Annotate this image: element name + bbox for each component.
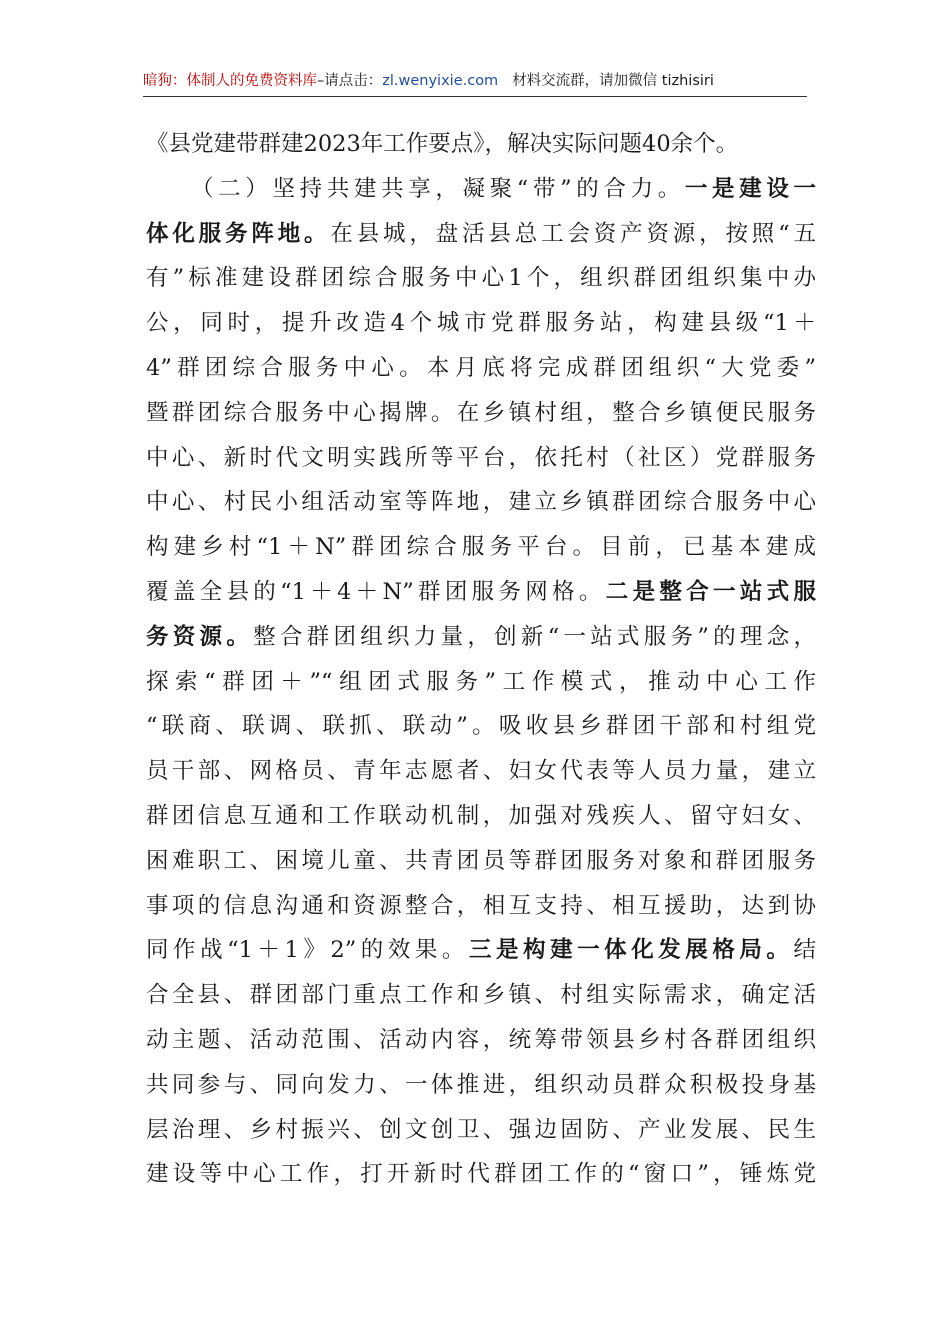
document-body [146,122,816,1197]
text-line: 暨群团综合服务中心揭牌。在乡镇村组，整合乡镇便民服务 [146,399,816,426]
text-line: 困难职工、困境儿童、共青团员等群团服务对象和群团服务 [146,847,816,874]
text-line: 务资源。整合群团组织力量，创新“一站式服务”的理念， [146,623,816,650]
text-line: 中心、村民小组活动室等阵地，建立乡镇群团综合服务中心 [146,489,816,516]
text-line: 建设等中心工作，打开新时代群团工作的“窗口”，锤炼党 [146,1161,816,1188]
text-line: 公，同时，提升改造4个城市党群服务站，构建县级“1＋ [146,310,816,337]
text-line: 层治理、乡村振兴、创文创卫、强边固防、产业发展、民生 [146,1116,816,1143]
header-link[interactable]: zl.wenyixie.com [382,73,499,89]
text-line: 群团信息互通和工作联动机制，加强对残疾人、留守妇女、 [146,802,816,829]
text-line: “联商、联调、联抓、联动”。吸收县乡群团干部和村组党 [146,713,816,740]
text-line: 同作战“1＋1》2”的效果。三是构建一体化发展格局。结 [146,937,816,964]
text-line: 构建乡村“1＋N”群团综合服务平台。目前，已基本建成 [146,534,816,561]
text-line: 有”标准建设群团综合服务中心1个，组织群团组织集中办 [146,265,816,292]
text-line: 4”群团综合服务中心。本月底将完成群团组织“大党委” [146,354,816,381]
text-line: （二）坚持共建共享，凝聚“带”的合力。一是建设一 [191,175,816,202]
text-line: 动主题、活动范围、活动内容，统筹带领县乡村各群团组织 [146,1026,816,1053]
header-contact: 材料交流群，请加微信 tizhisiri [512,73,714,89]
text-line: 事项的信息沟通和资源整合，相互支持、相互援助，达到协 [146,892,816,919]
text-line: 体化服务阵地。在县城，盘活县总工会资产资源，按照“五 [146,220,816,247]
text-line: 合全县、群团部门重点工作和乡镇、村组实际需求，确定活 [146,982,816,1009]
header-link-prefix: –请点击： [317,73,383,89]
text-line: 中心、新时代文明实践所等平台，依托村（社区）党群服务 [146,444,816,471]
text-line: 员干部、网格员、青年志愿者、妇女代表等人员力量，建立 [146,758,816,785]
text-line: 覆盖全县的“1＋4＋N”群团服务网格。二是整合一站式服 [146,578,816,605]
text-line: 探索“群团＋”“组团式服务”工作模式，推动中心工作 [146,668,816,695]
page-header [143,66,807,97]
text-line: 《县党建带群建2023年工作要点》，解决实际问题40余个。 [146,131,739,157]
text-line: 共同参与、同向发力、一体推进，组织动员群众积极投身基 [146,1071,816,1098]
header-site-name: 暗狗：体制人的免费资料库 [143,73,317,89]
